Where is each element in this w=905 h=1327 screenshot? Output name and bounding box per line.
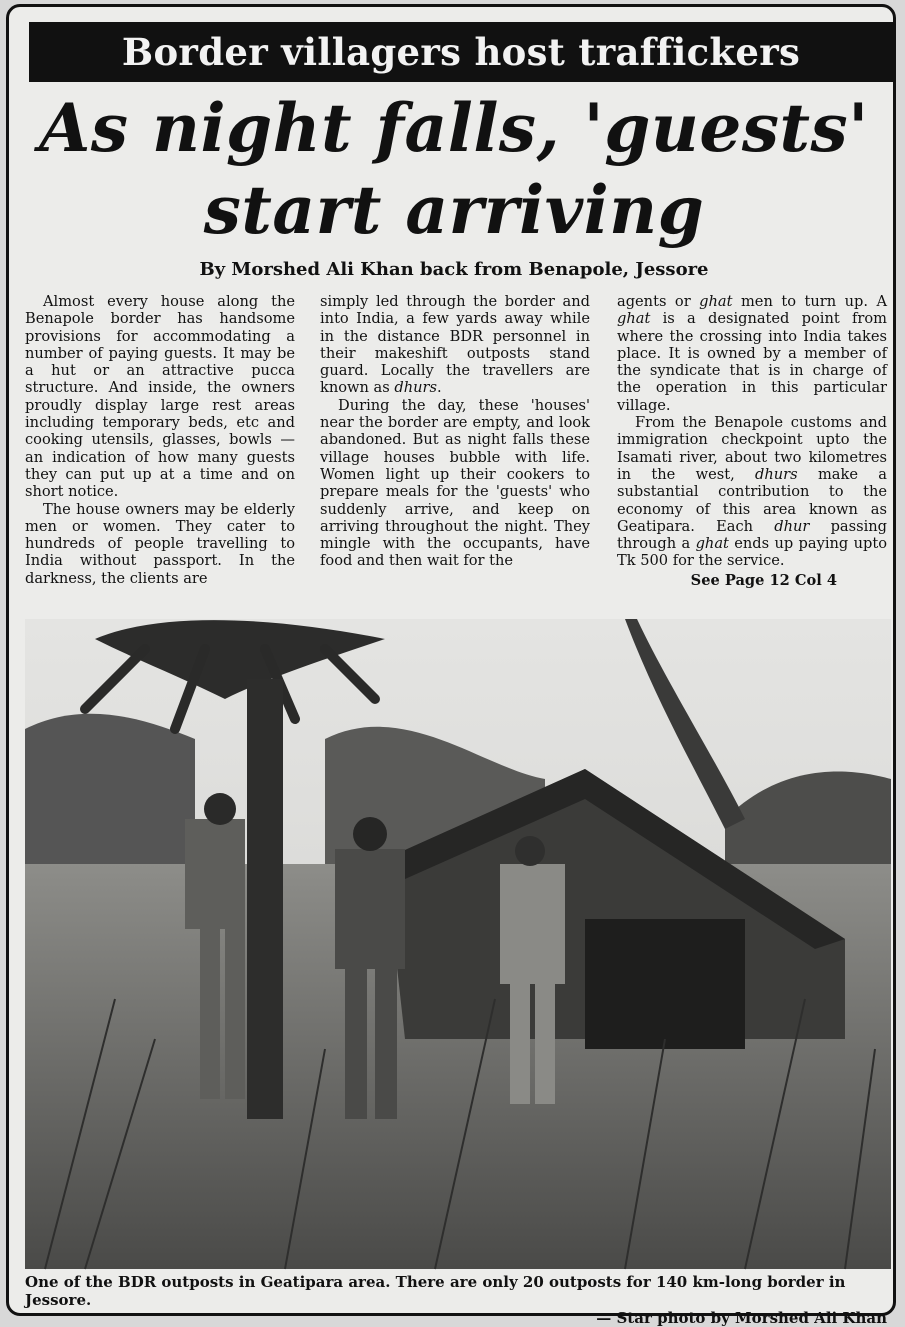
headline-line-1: As night falls, 'guests' — [39, 89, 869, 167]
paragraph: simply led through the border and into India, a few yards away while in the distance BDR personnel in their makeshift outposts stand guard. Locally the travellers are known as dhurs. — [320, 293, 590, 397]
paragraph: The house owners may be elderly men or women. They cater to hundreds of people travelling to India without passport. In the darkness, the clients are — [25, 500, 295, 587]
paragraph: From the Benapole customs and immigration checkpoint upto the Isamati river, about two kilometres in the west, dhurs make a substantial contribution to the economy of this area known as Geatipara. Each dhur passing through a ghat ends up paying upto Tk 500 for the service. — [617, 414, 887, 570]
continuation-reference: See Page 12 Col 4 — [690, 571, 837, 589]
photo-credit: — Star photo by Morshed Ali Khan — [596, 1309, 887, 1327]
byline: By Morshed Ali Khan back from Benapole, Jessore — [199, 259, 709, 280]
paragraph: Almost every house along the Benapole border has handsome provisions for accommodating a number of paying guests. It may be a hut or an attractive pucca structure. And inside, the owners proudly display large rest areas including temporary beds, etc and cooking utensils, glasses, bowls — an indication of how many guests they can put up at a time and on short notice. — [25, 293, 295, 501]
kicker-banner: Border villagers host traffickers — [29, 22, 893, 82]
article-column-3 — [617, 293, 887, 589]
photo-caption — [25, 1273, 891, 1327]
article-column-1 — [25, 293, 295, 587]
headline-line-2: start arriving — [203, 171, 705, 249]
paragraph: agents or ghat men to turn up. A ghat is a designated point from where the crossing into India takes place. It is owned by a member of the syndicate that is in charge of the operation in this particular village. — [617, 293, 887, 414]
article-column-2 — [320, 293, 590, 570]
paragraph: During the day, these 'houses' near the border are empty, and look abandoned. But as night falls these village houses bubble with life. Women light up their cookers to prepare meals for the 'guests' who suddenly arrive, and keep on arriving throughout the night. They mingle with the occupants, have food and then wait for the — [320, 396, 590, 570]
caption-text: One of the BDR outposts in Geatipara area. There are only 20 outposts for 140 km-long border in Jessore. — [25, 1273, 846, 1309]
news-photo — [25, 619, 891, 1269]
photo-illustration — [25, 619, 891, 1269]
headline — [19, 87, 889, 251]
newspaper-clipping — [6, 4, 896, 1327]
